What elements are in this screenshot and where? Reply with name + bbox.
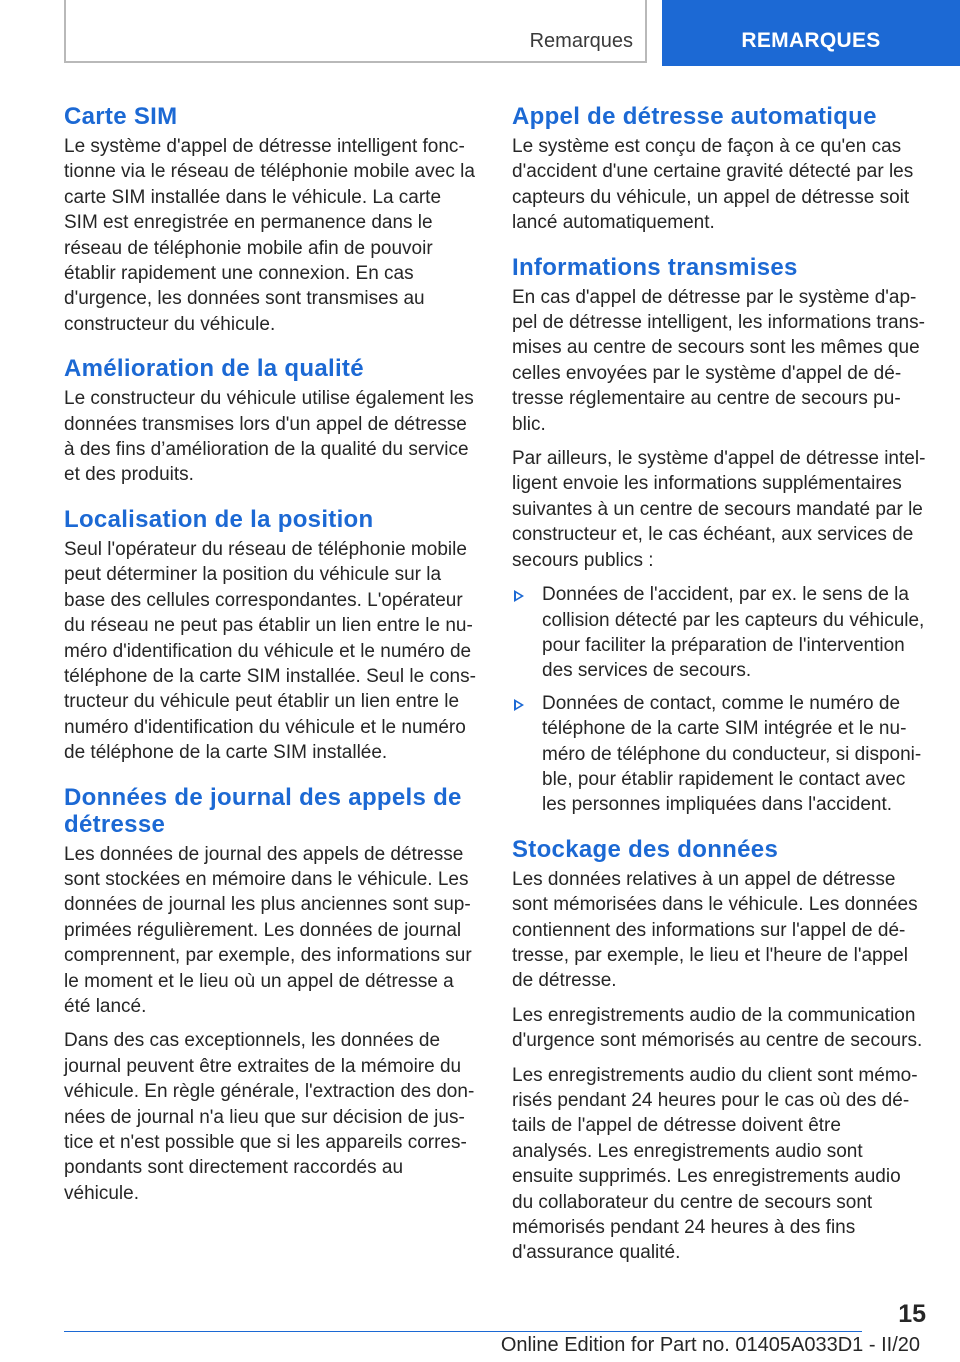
- page-header: [0, 0, 960, 66]
- section-informations-transmises: [512, 254, 926, 818]
- right-column: [512, 103, 926, 1284]
- section-localisation-position: [64, 506, 478, 766]
- section-heading: Informations transmises: [512, 253, 798, 281]
- paragraph: Par ailleurs, le système d'appel de détresse intelligent envoie les informations supplémentaires suivantes à un centre de secours mandaté par le constructeur et, le cas échéant, aux services de secours publics :: [512, 448, 926, 571]
- paragraph: En cas d'appel de détresse par le système d'appel de détresse intelligent, les informations transmises au centre de secours sont les mêmes que celles envoyées par le système d'appel de détresse réglementaire au centre de secours public.: [512, 286, 925, 435]
- paragraph: Les données de journal des appels de détresse sont stockées en mémoire dans le véhicule. Les données de journal les plus anciennes sont supprimées régulièrement. Les données de journal comprennent, par exemple, des informations sur le moment et le lieu où un appel de détresse a été lancé.: [64, 843, 472, 1017]
- list-item-text: Données de contact, comme le numéro de téléphone de la carte SIM intégrée et le numéro de téléphone du conducteur, si disponible, pour établir rapidement le contact avec les personnes impliquées dans l'accident.: [542, 692, 922, 816]
- header-chapter-label: REMARQUES: [741, 29, 881, 52]
- paragraph: Les enregistrements audio du client sont mémorisés pendant 24 heures pour le cas où des détails de l'appel de détresse doivent être analysés. Les enregistrements audio sont ensuite supprimés. Les enregistrements audio du collaborateur du centre de secours sont mémorisés pendant 24 heures à des fins d'assurance qualité.: [512, 1064, 918, 1264]
- section-heading: Appel de détresse automatique: [512, 103, 877, 130]
- paragraph: Les enregistrements audio de la communication d'urgence sont mémorisés au centre de secours.: [512, 1004, 923, 1052]
- paragraph: Le système d'appel de détresse intelligent fonctionne via le réseau de téléphonie mobile avec la carte SIM installée dans le véhicule. La carte SIM est enregistrée en permanence dans le réseau de téléphonie mobile afin de pouvoir établir rapidement une connexion. En cas d'urgence, les données sont transmises au constructeur du véhicule.: [64, 136, 475, 335]
- section-heading: Localisation de la position: [64, 505, 374, 533]
- section-heading: Données de journal des appels de détresse: [64, 783, 462, 838]
- footer-divider: [64, 1331, 862, 1332]
- section-heading: Stockage des données: [512, 835, 779, 863]
- section-amelioration-qualite: [64, 355, 478, 488]
- paragraph: Le système est conçu de façon à ce qu'en cas d'accident d'une certaine gravité détecté par les capteurs du véhicule, un appel de détresse soit lancé automatiquement.: [512, 136, 914, 234]
- triangle-bullet-icon: [514, 590, 524, 602]
- section-stockage-donnees: [512, 836, 926, 1266]
- list-item: [512, 582, 926, 684]
- section-heading: Amélioration de la qualité: [64, 355, 364, 383]
- left-column: [64, 103, 478, 1224]
- paragraph: Dans des cas exceptionnels, les données de journal peuvent être extraites de la mémoire du véhicule. En règle générale, l'extraction des données de journal n'a lieu que sur décision de justice et n'est possible que si les appareils correspondants sont directement raccordés au véhicule.: [64, 1030, 475, 1204]
- page-number: 15: [898, 1300, 926, 1328]
- list-item: [512, 691, 926, 818]
- bullet-list: [512, 582, 926, 818]
- header-section-box: [64, 0, 647, 63]
- section-donnees-journal: [64, 784, 478, 1207]
- section-appel-automatique: [512, 103, 926, 236]
- section-carte-sim: [64, 103, 478, 337]
- section-heading: Carte SIM: [64, 103, 178, 130]
- header-section-label: Remarques: [529, 30, 633, 52]
- header-chapter-tab: [662, 0, 960, 66]
- paragraph: Les données relatives à un appel de détresse sont mémorisées dans le véhicule. Les données contiennent des informations sur l'appel de détresse, par exemple, le lieu et l'heure de l'appel de détresse.: [512, 868, 918, 992]
- paragraph: Seul l'opérateur du réseau de téléphonie mobile peut déterminer la position du véhicule sur la base des cellules correspondantes. L'opérateur du réseau ne peut pas établir un lien entre le numéro d'identification du véhicule et le numéro de téléphone de la carte SIM installée. Seul le constructeur du véhicule peut établir un lien entre le numéro d'identification du véhicule et le numéro de téléphone de la carte SIM installée.: [64, 538, 476, 764]
- list-item-text: Données de l'accident, par ex. le sens de la collision détecté par les capteurs du véhicule, pour faciliter la préparation de l'intervention des services de secours.: [542, 584, 925, 682]
- paragraph: Le constructeur du véhicule utilise également les données transmises lors d'un appel de détresse à des fins d’amélioration de la qualité du service et des produits.: [64, 388, 474, 486]
- triangle-bullet-icon: [514, 699, 524, 711]
- footer-edition-text: Online Edition for Part no. 01405A033D1 - II/20: [500, 1334, 920, 1356]
